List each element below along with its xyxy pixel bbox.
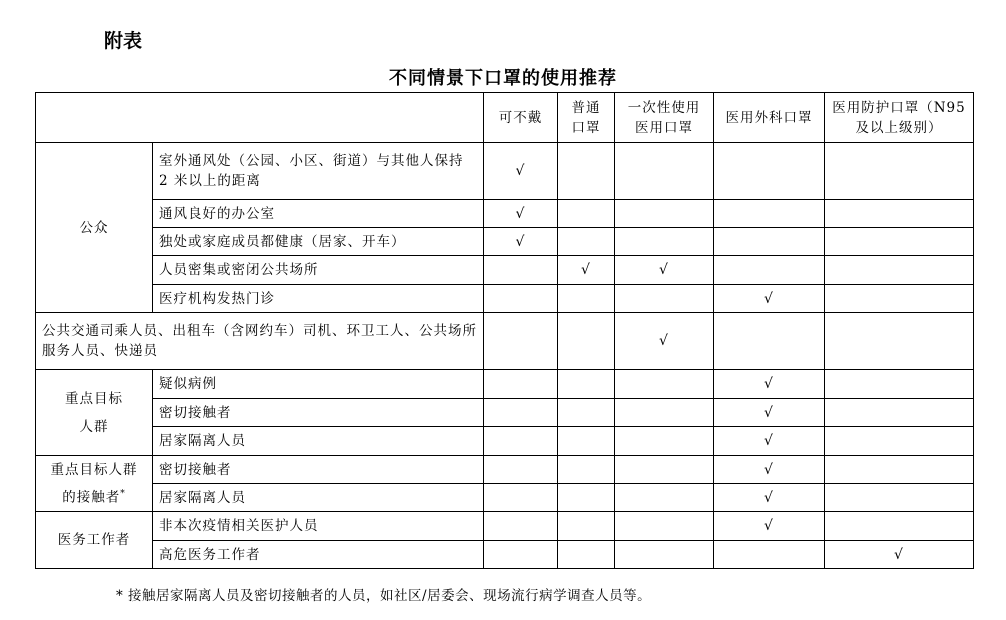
table-row (36, 200, 974, 228)
check-mark: √ (484, 228, 558, 256)
group-medical: 医务工作者 (36, 512, 153, 569)
row-label: 疑似病例 (153, 370, 484, 399)
check-mark: √ (714, 484, 825, 512)
group-transport: 公共交通司乘人员、出租车（含网约车）司机、环卫工人、公共场所服务人员、快递员 (36, 313, 484, 370)
table-row (36, 256, 974, 285)
mask-recommendation-table (35, 92, 974, 569)
check-mark: √ (825, 541, 974, 569)
header-blank-cell (36, 93, 484, 143)
header-protective-line2: 及以上级别） (855, 119, 943, 136)
group-contacts-line2 (42, 484, 146, 508)
check-mark: √ (714, 285, 825, 313)
check-mark: √ (615, 313, 714, 370)
table-row (36, 399, 974, 427)
table-row (36, 484, 974, 512)
table-row (36, 427, 974, 456)
row-label: 非本次疫情相关医护人员 (153, 512, 484, 541)
group-contacts-line1: 重点目标人群 (50, 461, 138, 478)
group-contacts (36, 456, 153, 512)
group-key-line1: 重点目标 (65, 390, 123, 407)
check-mark: √ (714, 456, 825, 484)
header-ordinary-line2: 口罩 (571, 119, 601, 136)
appendix-label: 附表 (104, 30, 143, 52)
check-mark: √ (484, 143, 558, 200)
header-surgical-mask: 医用外科口罩 (714, 93, 825, 143)
check-mark: √ (558, 256, 615, 285)
header-none: 可不戴 (484, 93, 558, 143)
header-row (36, 93, 974, 143)
group-key-line2: 人群 (79, 418, 109, 435)
table-row (36, 285, 974, 313)
header-protective-line1: 医用防护口罩（N95 (832, 99, 966, 116)
header-disposable-line2: 医用口罩 (635, 119, 693, 136)
header-disposable-line1: 一次性使用 (627, 99, 701, 116)
row-label: 室外通风处（公园、小区、街道）与其他人保持 2 米以上的距离 (153, 143, 484, 200)
header-ordinary-mask (558, 93, 615, 143)
table-row (36, 512, 974, 541)
check-mark: √ (714, 427, 825, 456)
row-label: 密切接触者 (153, 399, 484, 427)
check-mark: √ (615, 256, 714, 285)
row-label: 医疗机构发热门诊 (153, 285, 484, 313)
table-title: 不同情景下口罩的使用推荐 (389, 68, 617, 89)
row-label: 通风良好的办公室 (153, 200, 484, 228)
row-label: 密切接触者 (153, 456, 484, 484)
row-label: 人员密集或密闭公共场所 (153, 256, 484, 285)
table-row (36, 370, 974, 399)
header-disposable-mask (615, 93, 714, 143)
check-mark: √ (484, 200, 558, 228)
table-row (36, 456, 974, 484)
footnote: * 接触居家隔离人员及密切接触者的人员，如社区/居委会、现场流行病学调查人员等。 (116, 588, 652, 604)
check-mark: √ (714, 512, 825, 541)
row-label: 居家隔离人员 (153, 427, 484, 456)
table-row (36, 228, 974, 256)
group-contacts-line2-text: 的接触者 (62, 489, 121, 506)
check-mark: √ (714, 370, 825, 399)
header-ordinary-line1: 普通 (571, 99, 601, 116)
row-label: 居家隔离人员 (153, 484, 484, 512)
table-row (36, 143, 974, 200)
group-key-targets (36, 370, 153, 456)
table-row (36, 541, 974, 569)
header-protective-mask (825, 93, 974, 143)
check-mark: √ (714, 399, 825, 427)
footnote-marker: * (120, 488, 126, 499)
group-public: 公众 (36, 143, 153, 313)
table-row (36, 313, 974, 370)
row-label: 高危医务工作者 (153, 541, 484, 569)
row-label: 独处或家庭成员都健康（居家、开车） (153, 228, 484, 256)
